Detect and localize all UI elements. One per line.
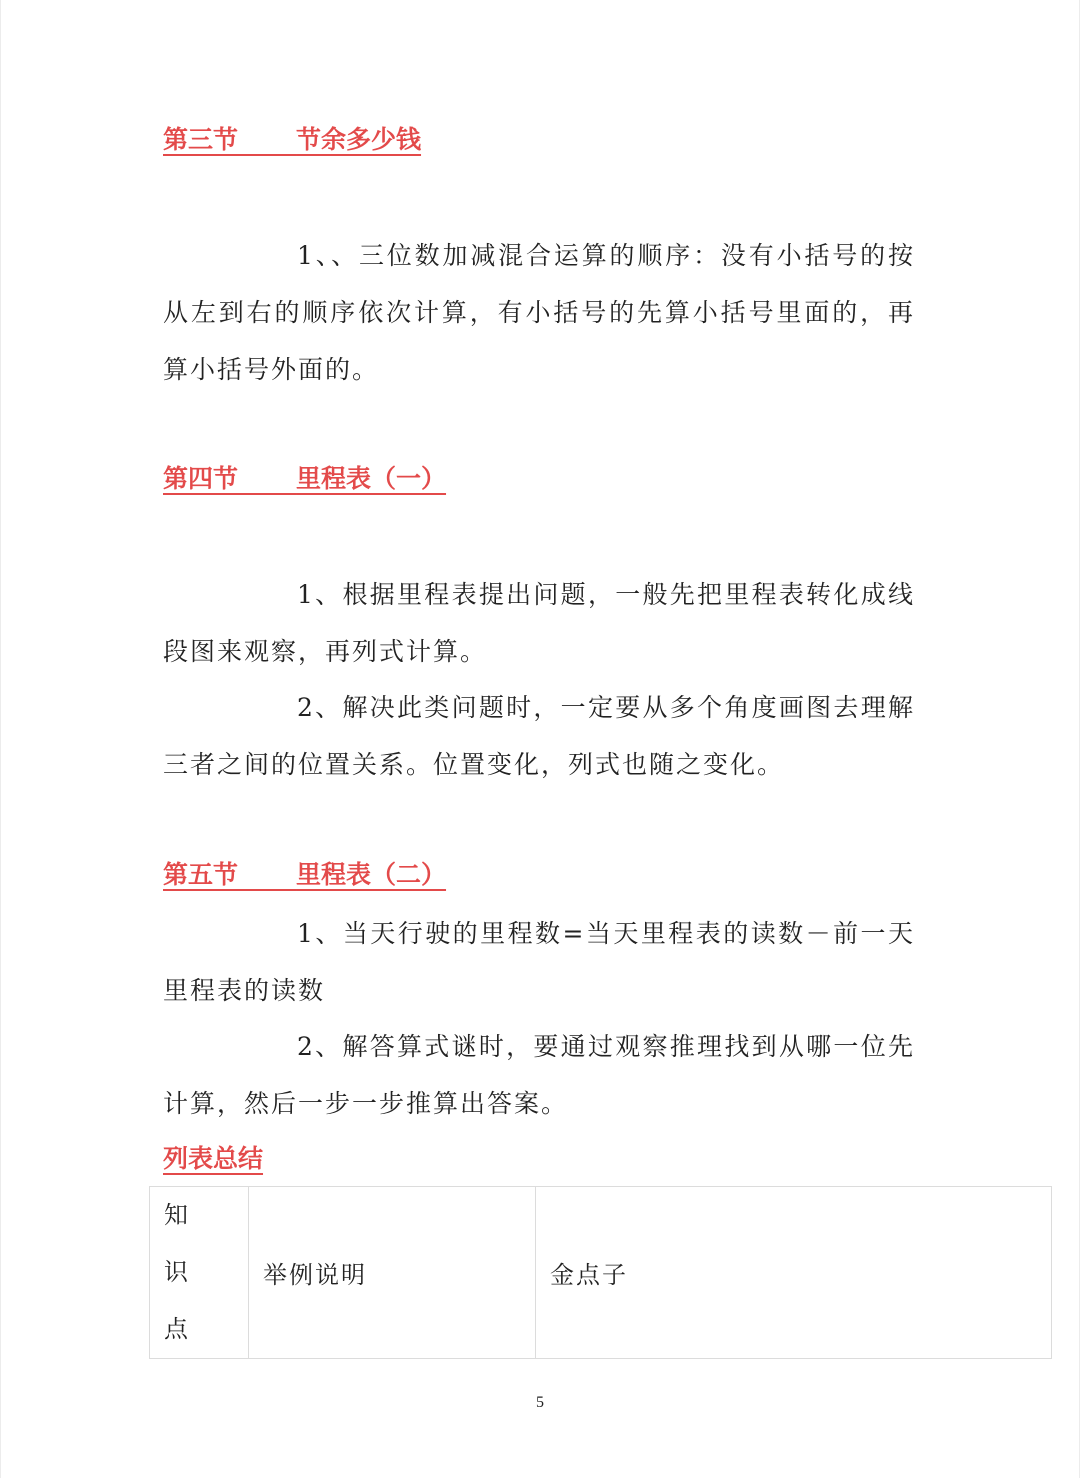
section-number: 第五节 xyxy=(163,860,239,889)
heading-underline-gap xyxy=(238,859,296,891)
section-5-paragraph-1: 1、当天行驶的里程数=当天里程表的读数－前一天里程表的读数 xyxy=(163,919,915,1005)
heading-underline-gap xyxy=(238,124,296,156)
section-number: 第四节 xyxy=(163,464,239,493)
table-header-examples: 举例说明 xyxy=(249,1187,536,1359)
summary-table xyxy=(149,1186,1052,1359)
summary-title: 列表总结 xyxy=(163,1144,264,1173)
heading-underline-gap xyxy=(238,463,296,495)
section-title: 里程表（二） xyxy=(296,860,447,889)
section-4-paragraph-2: 2、解决此类问题时，一定要从多个角度画图去理解三者之间的位置关系。位置变化，列式也随之变化。 xyxy=(163,693,915,779)
section-heading-5 xyxy=(163,859,446,891)
summary-heading xyxy=(163,1143,263,1175)
section-title: 节余多少钱 xyxy=(296,125,422,154)
table-header-tips: 金点子 xyxy=(536,1187,1052,1359)
table-header-knowledge-point: 知识点 xyxy=(150,1187,249,1359)
section-number: 第三节 xyxy=(163,125,239,154)
section-5-paragraph-2: 2、解答算式谜时，要通过观察推理找到从哪一位先计算，然后一步一步推算出答案。 xyxy=(163,1032,915,1118)
section-title: 里程表（一） xyxy=(296,464,447,493)
page-number: 5 xyxy=(536,1394,544,1411)
section-heading-3 xyxy=(163,124,421,156)
section-4-paragraph-1: 1、根据里程表提出问题，一般先把里程表转化成线段图来观察，再列式计算。 xyxy=(163,580,915,666)
section-3-paragraph-1: 1、、三位数加减混合运算的顺序：没有小括号的按从左到右的顺序依次计算，有小括号的先算小括号里面的，再算小括号外面的。 xyxy=(163,241,915,384)
table-header-row xyxy=(150,1187,1052,1359)
section-heading-4 xyxy=(163,463,446,495)
